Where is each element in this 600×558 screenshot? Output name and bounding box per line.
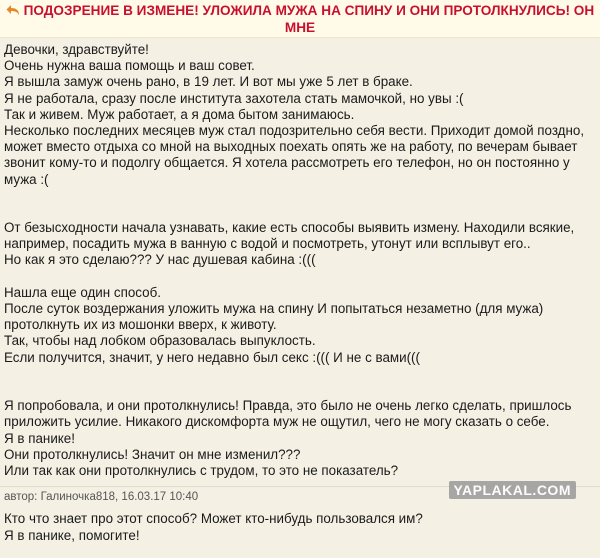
post-text-line: Но как я это сделаю??? У нас душевая кабина :((( (4, 252, 316, 268)
post-blank-line (4, 204, 600, 220)
post-title-line-1: ПОДОЗРЕНИЕ В ИЗМЕНЕ! УЛОЖИЛА МУЖА НА СПИНУ И ОНИ ПРОТОЛКНУЛИСЬ! ОН МНЕ (23, 3, 595, 35)
post-blank-line (4, 382, 600, 398)
post-text-line: может вместо отдыха со мной на выходных поехать опять же на работу, по вечерам бывает (4, 139, 578, 155)
post-text-line: звонит кому-то и подолгу общается. Я хотела рассмотреть его телефон, но он постоянно у (4, 155, 570, 171)
post-blank-line (4, 269, 600, 285)
post-text-line: Я в панике! (4, 430, 75, 446)
post-text-line: От безысходности начала узнавать, какие есть способы выявить измену. Находили всякие, (4, 220, 575, 236)
post-text-line: Или так как они протолкнулись с трудом, то это не показатель? (4, 462, 399, 478)
post-text-line: Если получится, значит, у него недавно был секс :((( И не с вами((( (4, 349, 420, 365)
post-text-line: После суток воздержания уложить мужа на спину И попытаться незаметно (для мужа) (4, 301, 544, 316)
post-text-line: Я попробовала, и они протолкнулись! Правда, это было не очень легко сделать, пришлось (4, 398, 572, 414)
post-blank-line (4, 188, 600, 204)
post-text-line: мужа :( (4, 171, 49, 187)
site-watermark: YAPLAKAL.COM (449, 481, 577, 499)
post-title-bar (0, 0, 600, 38)
post-text-line: Девочки, здравствуйте! (4, 42, 149, 57)
post-text-line: Очень нужна ваша помощь и ваш совет. (4, 58, 255, 74)
post-text-line: Я в панике, помогите! (4, 527, 140, 543)
post-text-line: Я вышла замуж очень рано, в 19 лет. И вот мы уже 5 лет в браке. (4, 74, 413, 90)
post-text-line: Я не работала, сразу после института захотела стать мамочкой, но увы :( (4, 90, 464, 106)
back-arrow-icon[interactable] (6, 4, 20, 16)
post-text-line: например, посадить мужа в ванную с водой и посмотреть, утонут или всплывут его.. (4, 236, 531, 252)
post-text-line: протолкнуть их из мошонки вверх, к животу. (4, 317, 277, 333)
post-text-line: приложить усилие. Никакого дискомфорта муж не ощутил, чего не могу сказать о себе. (4, 414, 550, 430)
post-body (4, 42, 600, 544)
post-text-line: Кто что знает про этот способ? Может кто-нибудь пользовался им? (4, 511, 423, 527)
post-blank-line (4, 366, 600, 382)
post-author-line: автор: Галиночка818, 16.03.17 10:40 (4, 491, 199, 503)
post-text-line: Так и живем. Муж работает, а я дома бытом занимаюсь. (4, 106, 355, 122)
post-text-line: Нашла еще один способ. (4, 284, 161, 300)
post-container (0, 38, 600, 558)
post-text-line: Несколько последних месяцев муж стал подозрительно себя вести. Приходит домой поздно, (4, 122, 585, 138)
post-text-line: Они протолкнулись! Значит он мне изменил??? (4, 446, 301, 462)
post-text-line: Так, чтобы над лобком образовалась выпуклость. (4, 333, 316, 349)
